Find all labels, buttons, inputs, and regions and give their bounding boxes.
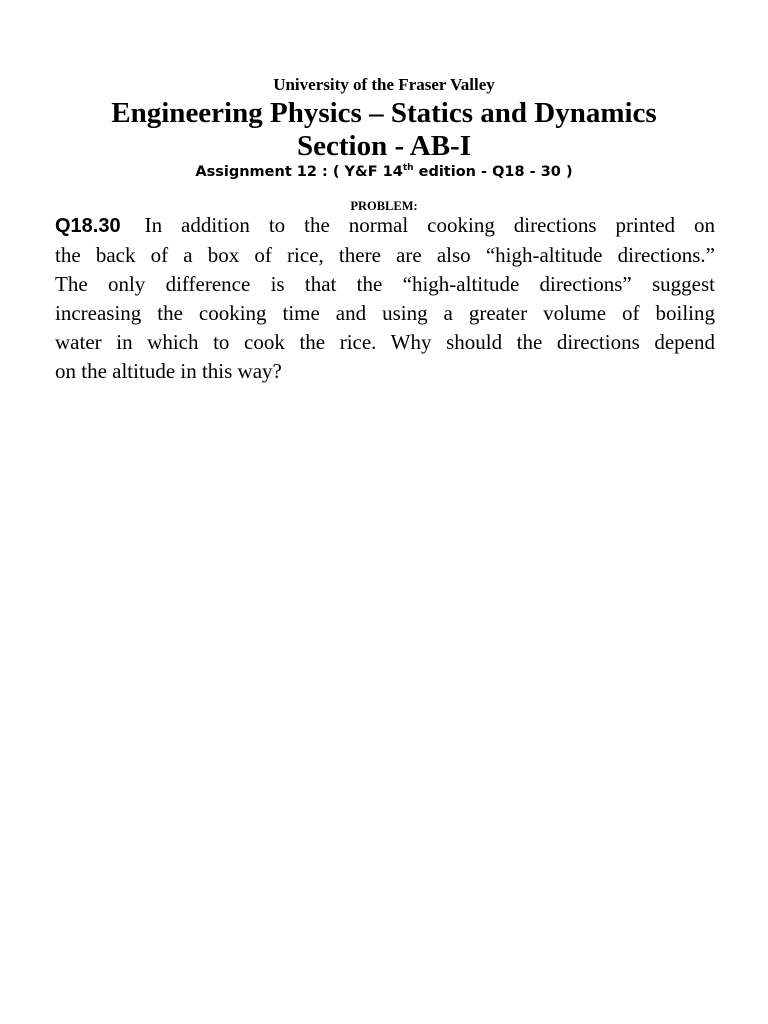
problem-line: increasing the cooking time and using a greater volume of boiling: [55, 301, 715, 325]
section-title: Section - AB-I: [297, 130, 471, 162]
problem-text: [55, 211, 715, 386]
problem-line: water in which to cook the rice. Why should the directions depend: [55, 330, 715, 354]
assignment-prefix: Assignment 12 : ( Y&F 14: [195, 164, 403, 180]
problem-line: the back of a box of rice, there are also “high-altitude directions.”: [55, 243, 715, 267]
assignment-suffix: edition - Q18 - 30 ): [413, 164, 573, 180]
question-number: Q18.30: [55, 215, 121, 237]
assignment-superscript: th: [402, 163, 414, 173]
problem-line: [55, 211, 715, 241]
problem-label: PROBLEM:: [350, 199, 418, 213]
problem-line: on the altitude in this way?: [55, 359, 282, 383]
problem-line-text: In addition to the normal cooking directions printed on: [144, 213, 715, 237]
assignment-line: [0, 162, 768, 182]
problem-line: The only difference is that the “high-altitude directions” suggest: [55, 272, 715, 296]
course-title: Engineering Physics – Statics and Dynamics: [111, 97, 657, 129]
university-name: University of the Fraser Valley: [273, 75, 495, 94]
